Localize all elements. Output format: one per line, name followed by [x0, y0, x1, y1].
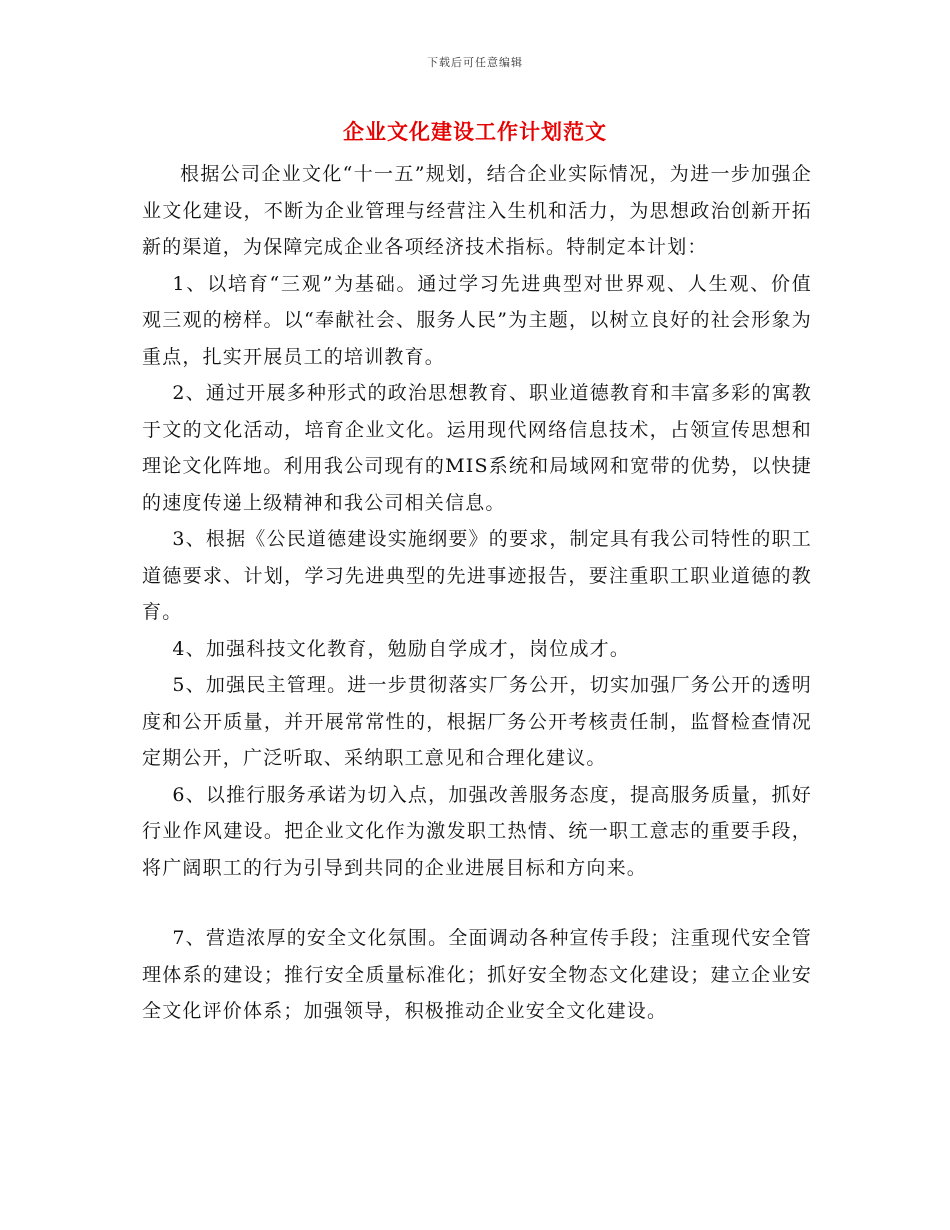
plan-item-5: 5、加强民主管理。进一步贯彻落实厂务公开，切实加强厂务公开的透明度和公开质量，并开展常常性的，根据厂务公开考核责任制，监督检查情况定期公开，广泛听取、采纳职工意见和合理化建议。: [142, 674, 812, 769]
plan-item-2: 2、通过开展多种形式的政治思想教育、职业道德教育和丰富多彩的寓教于文的文化活动，培育企业文化。运用现代网络信息技术，占领宣传思想和理论文化阵地。利用我公司现有的MIS系统和局域网和宽带的优势，以快捷的速度传递上级精神和我公司相关信息。: [142, 382, 812, 514]
document-title: 企业文化建设工作计划范文: [343, 119, 607, 144]
page-header-note: 下载后可任意编辑: [427, 56, 523, 69]
intro-paragraph: 根据公司企业文化“十一五”规划，结合企业实际情况，为进一步加强企业文化建设，不断为企业管理与经营注入生机和活力，为思想政治创新开拓新的渠道，为保障完成企业各项经济技术指标。特制定本计划：: [142, 163, 812, 258]
plan-item-1: 1、以培育“三观”为基础。通过学习先进典型对世界观、人生观、价值观三观的榜样。以“奉献社会、服务人民”为主题，以树立良好的社会形象为重点，扎实开展员工的培训教育。: [142, 272, 812, 368]
plan-item-4: 4、加强科技文化教育，勉励自学成才，岗位成才。: [172, 637, 631, 660]
plan-item-6: 6、以推行服务承诺为切入点，加强改善服务态度，提高服务质量，抓好行业作风建设。把企业文化作为激发职工热情、统一职工意志的重要手段，将广阔职工的行为引导到共同的企业进展目标和方向来。: [142, 783, 812, 879]
document-body: [142, 156, 812, 1030]
plan-item-7: 7、营造浓厚的安全文化氛围。全面调动各种宣传手段；注重现代安全管理体系的建设；推行安全质量标准化；抓好安全物态文化建设；建立企业安全文化评价体系；加强领导，积极推动企业安全文化建设。: [142, 927, 812, 1022]
plan-item-3: 3、根据《公民道德建设实施纲要》的要求，制定具有我公司特性的职工道德要求、计划，学习先进典型的先进事迹报告，要注重职工职业道德的教育。: [142, 528, 812, 623]
